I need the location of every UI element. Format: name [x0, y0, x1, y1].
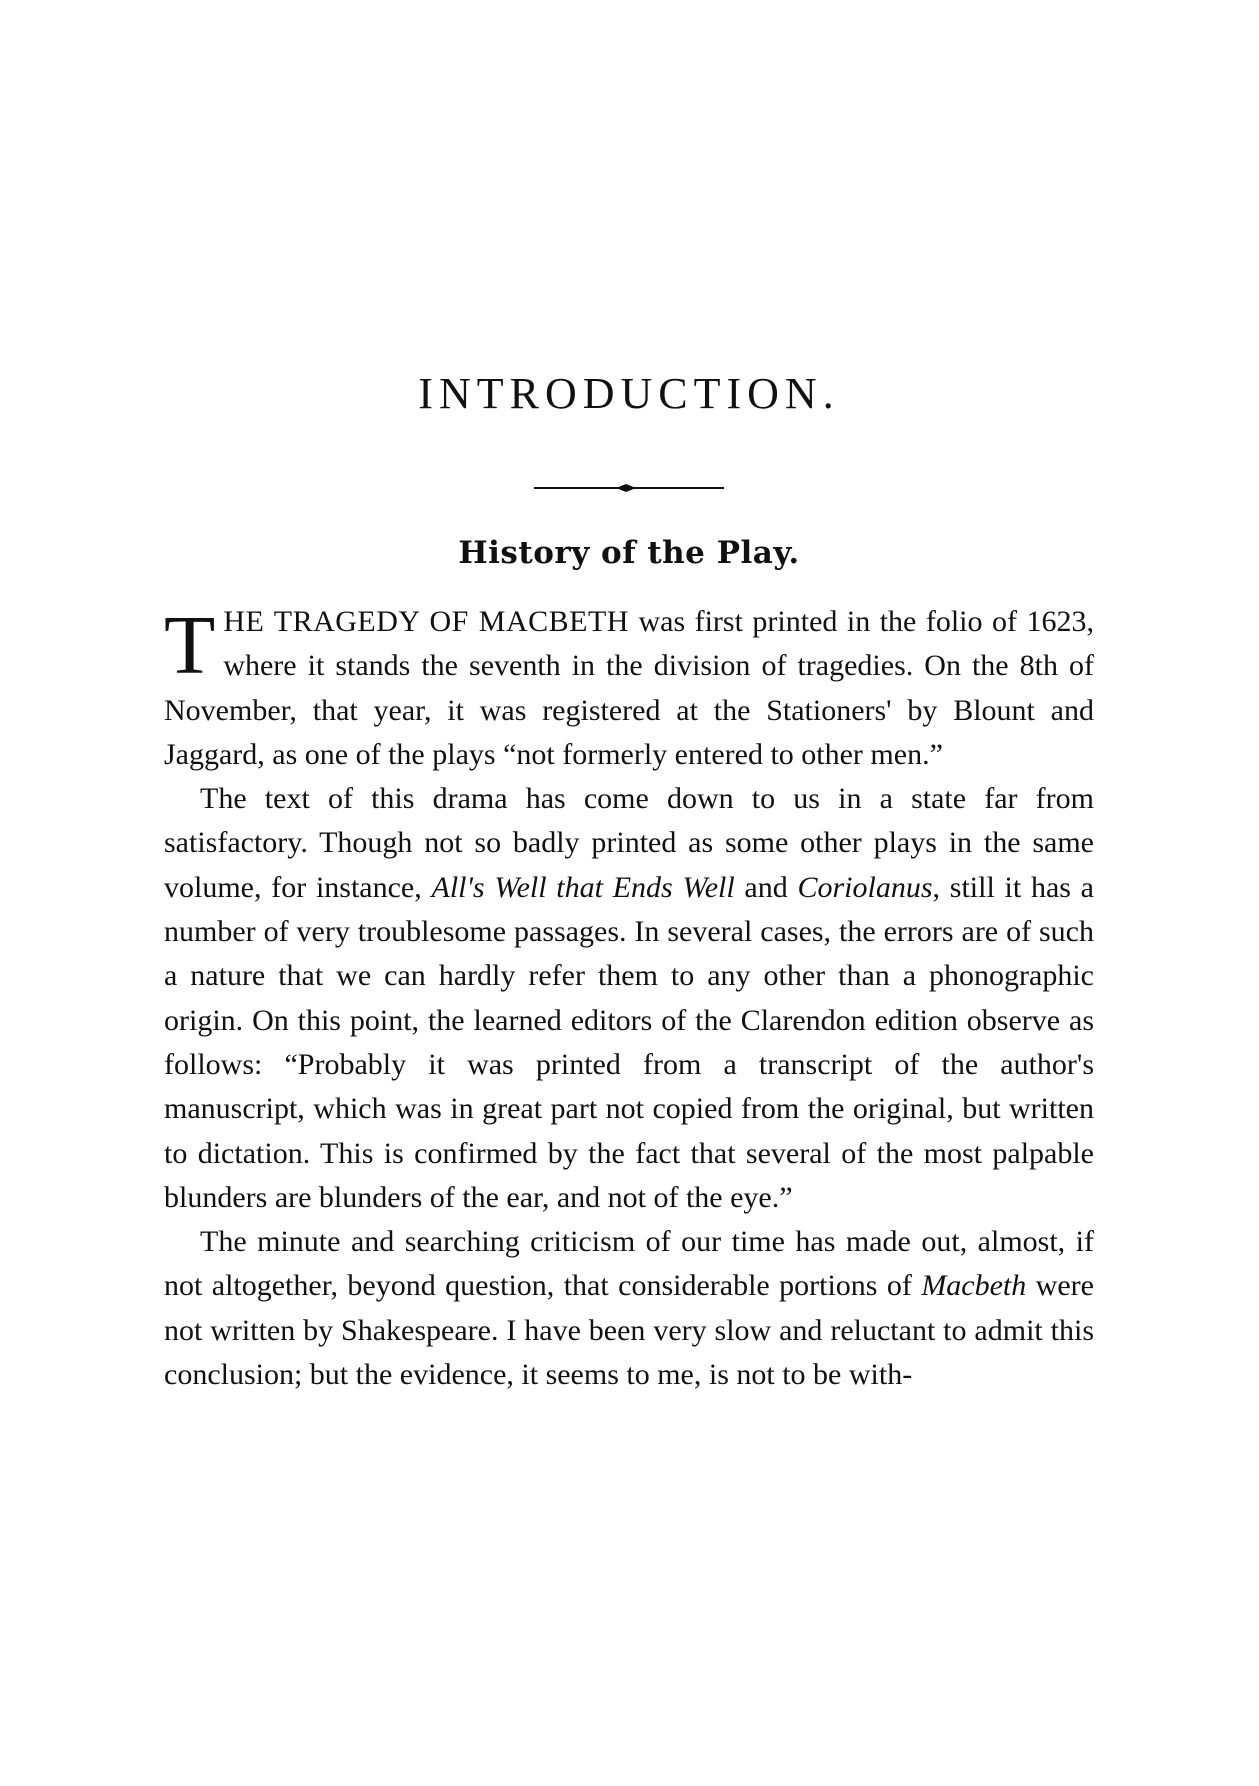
play-title-caps: HE TRAGEDY OF MACBETH: [223, 605, 629, 638]
italic-title-macbeth: Macbeth: [921, 1269, 1027, 1303]
paragraph-3-text-b: were not written by Shakespeare. I have been very slow and reluctant to admit this conclusion; but the evidence, it seems to me, is not to be with-: [164, 1269, 1094, 1392]
paragraph-2-text-a: The text of this drama has come down to us in a state far from satisfactory. Though not so badly printed as some other plays in the same volume, for instance,: [164, 782, 1094, 904]
italic-title-coriolanus: Coriolanus: [797, 870, 933, 904]
italic-title-alls-well: All's Well that Ends Well: [431, 870, 735, 904]
ornamental-rule: [534, 482, 724, 494]
section-heading: History of the Play.: [458, 535, 800, 571]
body-text: [164, 600, 1094, 1397]
page-title: INTRODUCTION.: [418, 369, 840, 418]
paragraph-2: [164, 777, 1094, 1220]
paragraph-2-text-c: , still it has a number of very troublesome passages. In several cases, the errors are of such a nature that we can hardly refer them to any other than a phonographic origin. On this point, the learned editors of the Clarendon edition observe as follows: “Probably it was printed from a transcript of the author's manuscript, which was in great part not copied from the original, but written to dictation. This is confirmed by the fact that several of the most palpable blunders are blunders of the ear, and not of the eye.”: [164, 870, 1094, 1214]
paragraph-1: [164, 600, 1094, 777]
paragraph-1-text: was first printed in the folio of 1623, where it stands the seventh in the division of tragedies. On the 8th of November, that year, it was registered at the Stationers' by Blount and Jaggard, as one of the plays “not formerly entered to other men.”: [164, 605, 1094, 771]
document-page: [164, 0, 1094, 1786]
paragraph-3-text-a: The minute and searching criticism of our time has made out, almost, if not altogether, beyond question, that considerable portions of: [164, 1225, 1094, 1303]
paragraph-3: [164, 1220, 1094, 1397]
paragraph-2-text-b: and: [734, 870, 798, 904]
drop-cap: T: [164, 599, 216, 692]
